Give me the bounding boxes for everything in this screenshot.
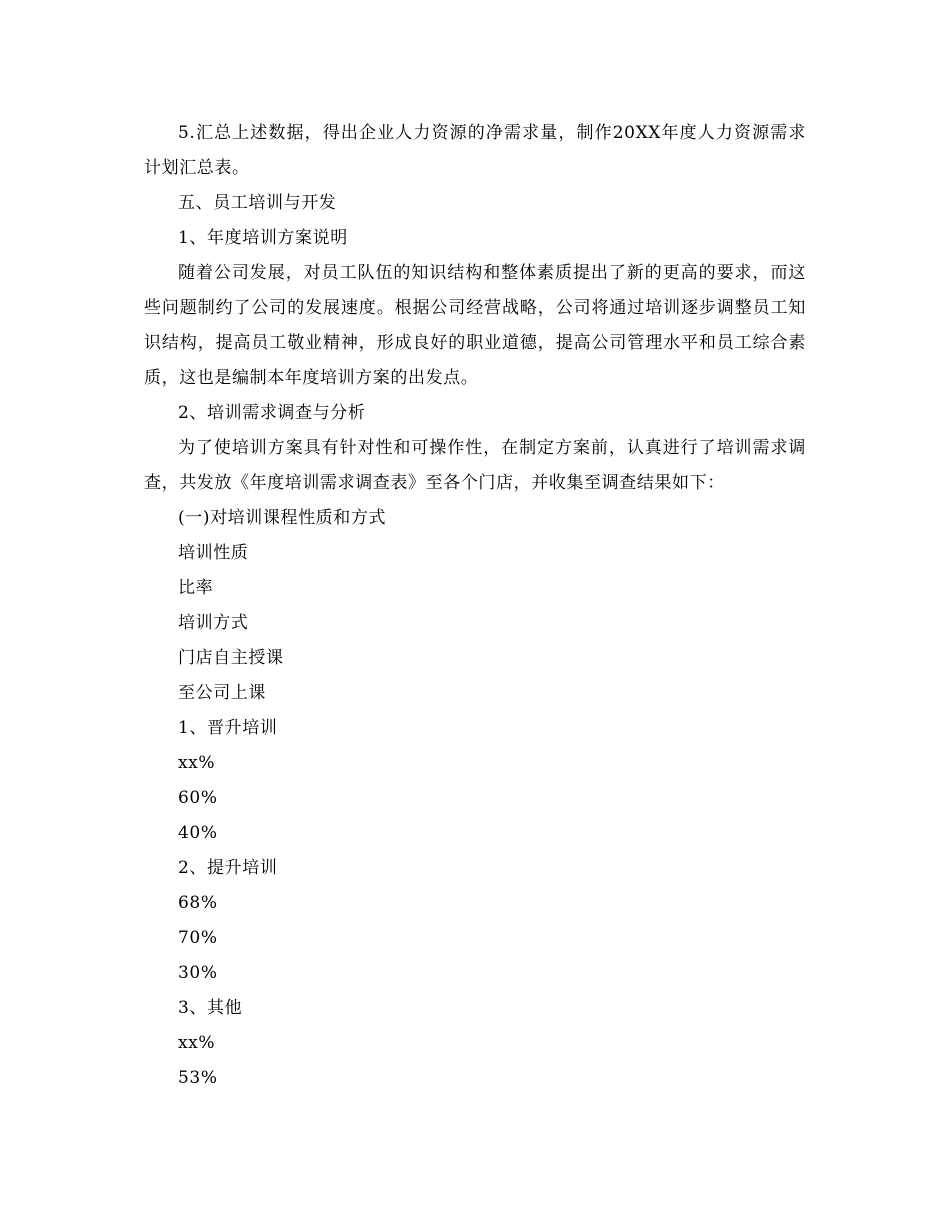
table-cell-value: 70% (178, 928, 218, 948)
paragraph-annual-plan: 随着公司发展，对员工队伍的知识结构和整体素质提出了新的更高的要求，而这些问题制约了公司的发展速度。根据公司经营战略，公司将通过培训逐步调整员工知识结构，提高员工敬业精神，形成良好的职业道德，提高公司管理水平和员工综合素质，这也是编制本年度培训方案的出发点。 (144, 263, 806, 388)
table-cell-value: xx% (178, 753, 216, 773)
document-body (144, 116, 806, 1096)
table-cell-value: 40% (178, 823, 218, 843)
table-cell-value: 68% (178, 893, 218, 913)
paragraph-needs-survey: 为了使培训方案具有针对性和可操作性，在制定方案前，认真进行了培训需求调查，共发放《年度培训需求调查表》至各个门店，并收集至调查结果如下： (144, 438, 806, 493)
table-cell-value: 60% (178, 788, 218, 808)
table-cell-header-nature: 培训性质 (178, 543, 249, 563)
table-cell-header-method: 培训方式 (178, 613, 249, 633)
table-cell-header-ratio: 比率 (178, 578, 214, 598)
table-cell-value: xx% (178, 1033, 216, 1053)
subheading-needs-survey: 2、培训需求调查与分析 (178, 403, 366, 423)
table-cell-value: 53% (178, 1068, 218, 1088)
paragraph-summary-step-5: 5.汇总上述数据，得出企业人力资源的净需求量，制作20XX年度人力资源需求计划汇总表。 (144, 123, 806, 178)
section-heading-training: 五、员工培训与开发 (178, 193, 337, 213)
table-cell-row-improvement: 2、提升培训 (178, 858, 278, 878)
table-cell-value: 30% (178, 963, 218, 983)
subheading-course-nature: (一)对培训课程性质和方式 (178, 508, 387, 528)
table-cell-row-other: 3、其他 (178, 998, 243, 1018)
table-cell-header-store-self: 门店自主授课 (178, 648, 284, 668)
table-cell-row-promotion: 1、晋升培训 (178, 718, 278, 738)
subheading-annual-plan: 1、年度培训方案说明 (178, 228, 348, 248)
table-cell-header-company: 至公司上课 (178, 683, 266, 703)
